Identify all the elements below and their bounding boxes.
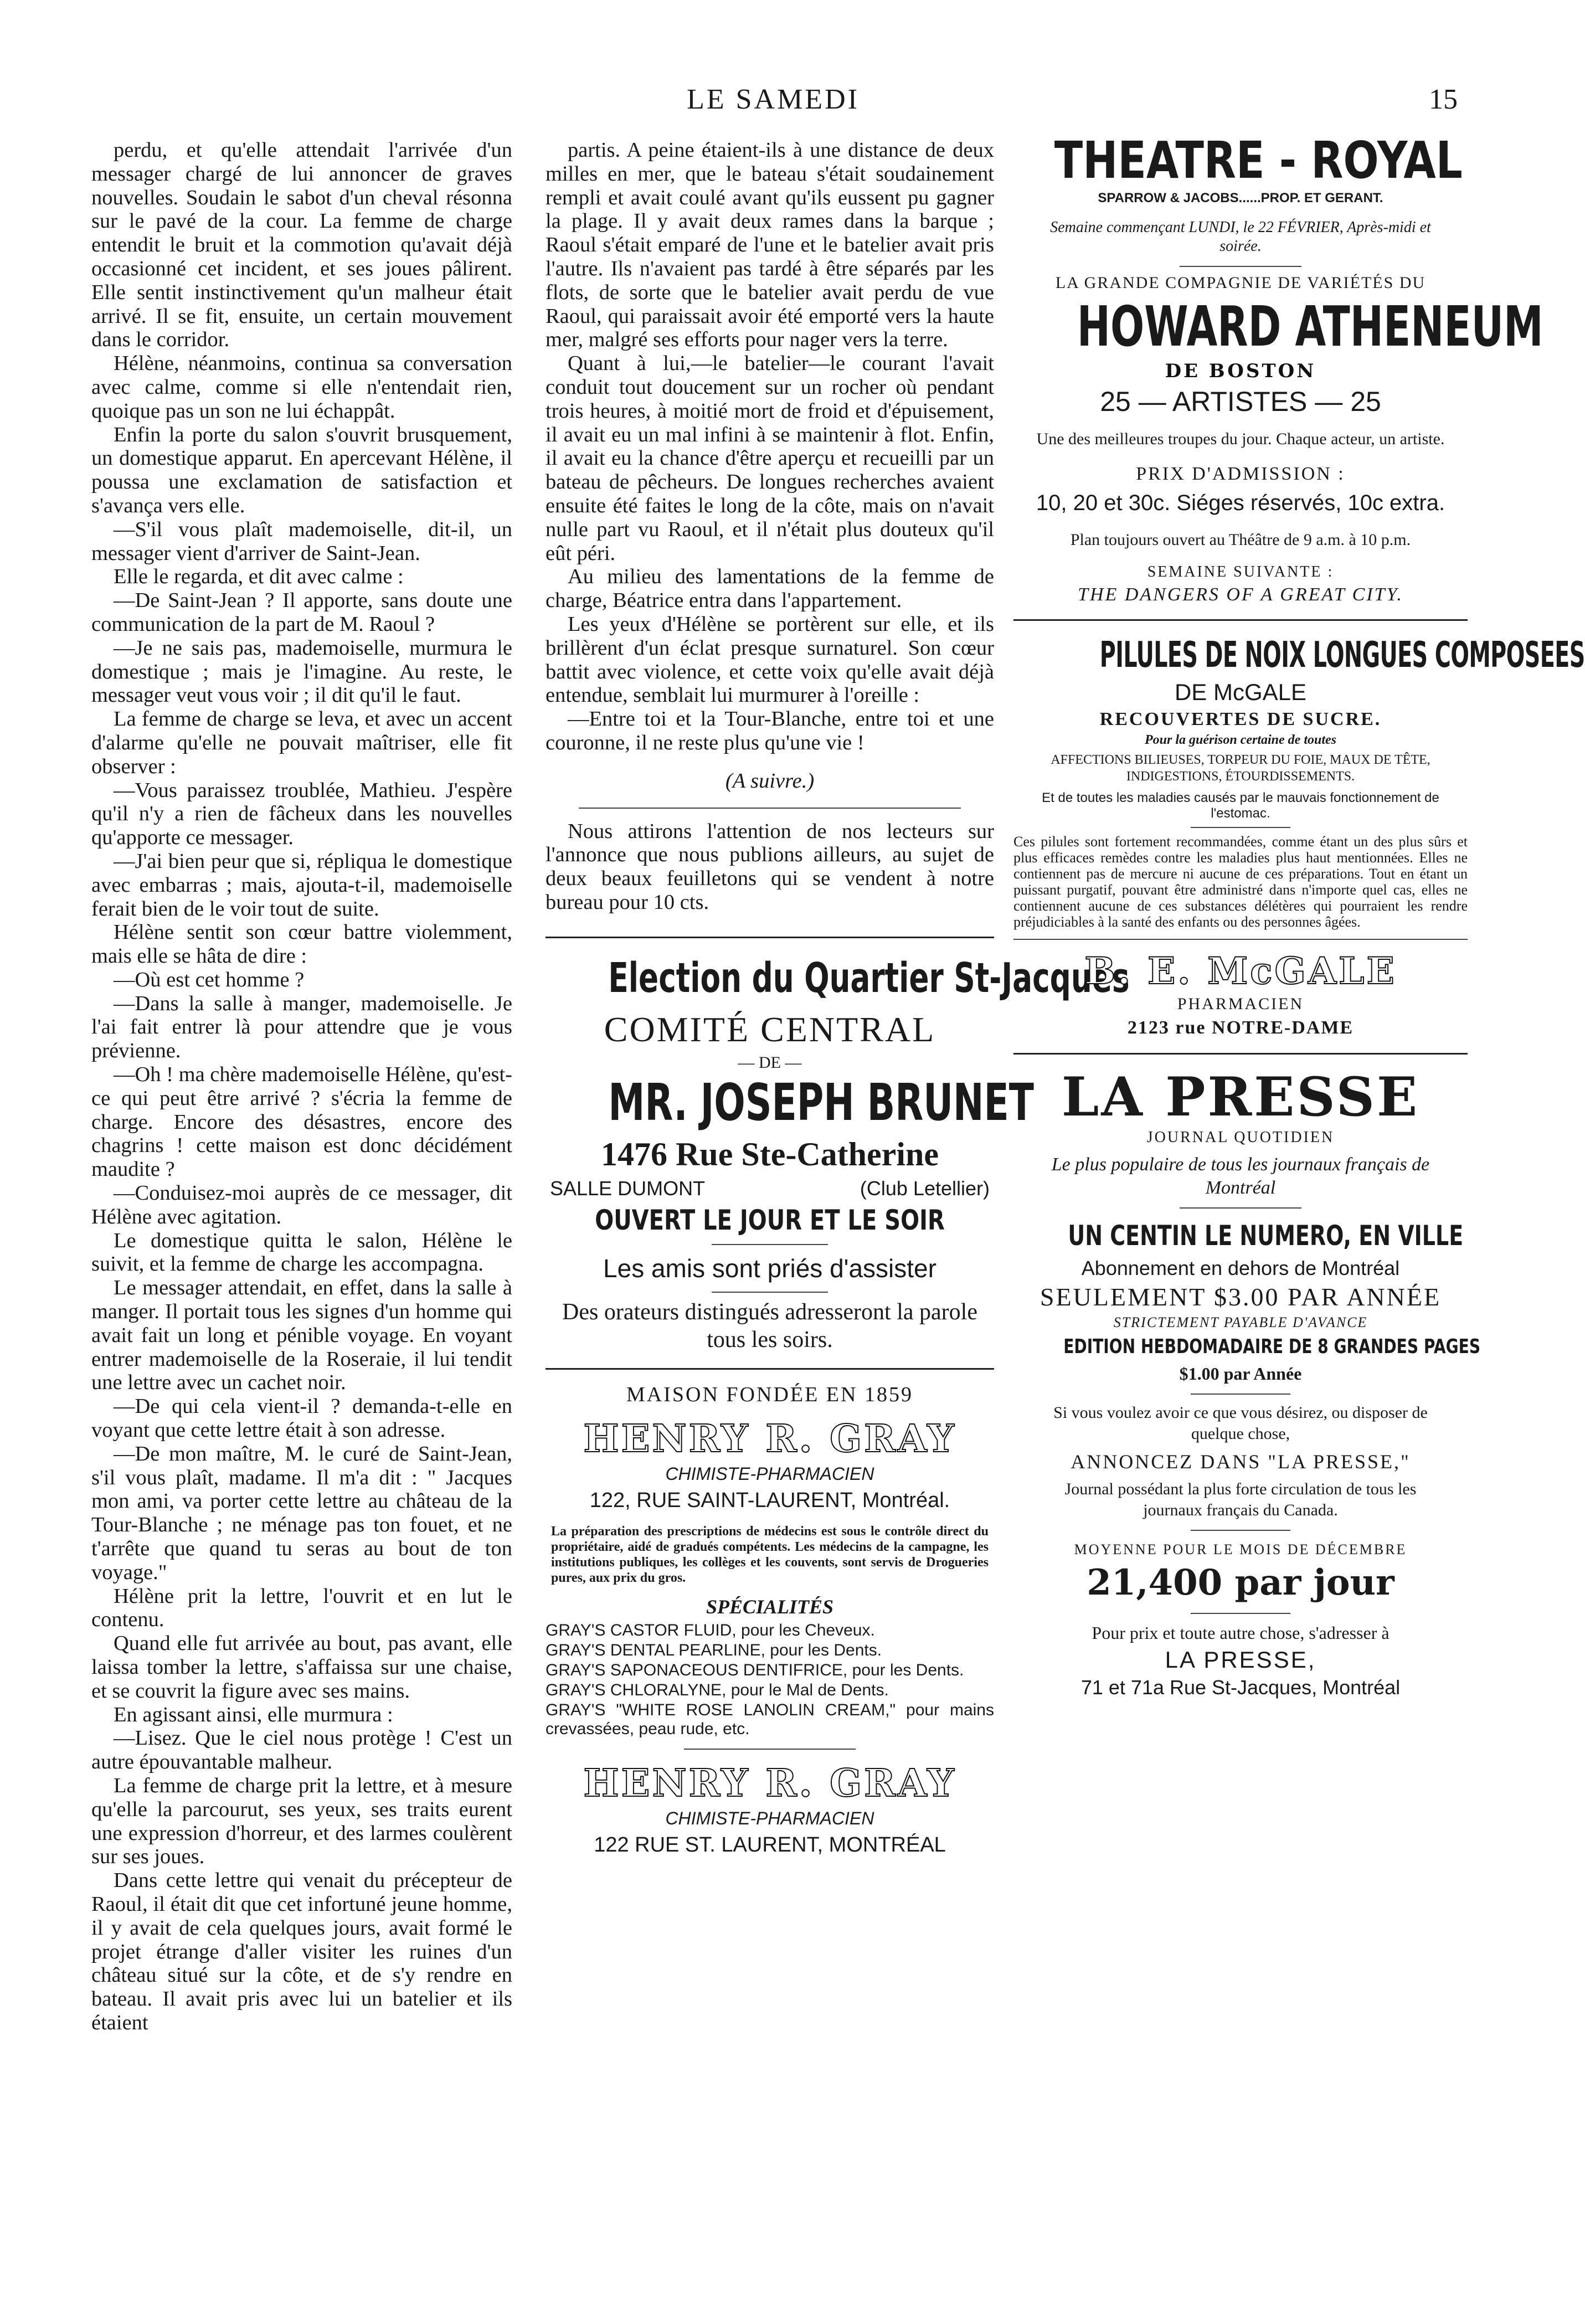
divider — [1180, 1207, 1301, 1209]
story-paragraph: —Oh ! ma chère mademoiselle Hélène, qu'est-ce qui peut être arrivé ? s'écria la femme de charge. Encore des désastres, encore des chagrins ! cette maison est donc décidément maudite ? — [91, 1063, 512, 1181]
presse-announce: ANNONCEZ DANS "LA PRESSE," — [1071, 1451, 1411, 1473]
presse-ad — [1013, 1066, 1481, 1700]
theatre-hours: Plan toujours ouvert au Théâtre de 9 a.m. à 10 p.m. — [1070, 531, 1411, 549]
divider — [579, 808, 961, 809]
theatre-ad — [1013, 131, 1543, 607]
pilules-seller: B. E. McGALE — [1084, 949, 1397, 993]
presse-average: 21,400 par jour — [1087, 1562, 1394, 1603]
page-header — [0, 83, 1546, 116]
gray-founded: MAISON FONDÉE EN 1859 — [626, 1382, 913, 1406]
story-column-1 — [91, 138, 512, 2243]
pilules-stomach: Et de toutes les maladies causés par le mauvais fonctionnement de l'estomac. — [1042, 790, 1439, 821]
story-paragraph: —Conduisez-moi auprès de ce messager, dit Hélène avec agitation. — [91, 1181, 512, 1228]
story-paragraph: En agissant ainsi, elle murmura : — [114, 1703, 393, 1726]
story-paragraph: —S'il vous plaît mademoiselle, dit-il, un messager vient d'arriver de Saint-Jean. — [91, 517, 512, 565]
presse-circulation: Journal possédant la plus forte circulation de tous les journaux français du Canada. — [1064, 1480, 1417, 1519]
story-paragraph: Hélène sentit son cœur battre violemment, mais elle se hâta de dire : — [91, 921, 512, 968]
story-paragraph: La femme de charge se leva, et avec un accent d'alarme qu'elle ne pouvait maîtriser, elle fit observer : — [91, 707, 512, 778]
story-paragraph: partis. A peine étaient-ils à une distance de deux milles en mer, que le bateau s'était soudainement rempli et avait coulé avant qu'ils eussent pu gagner la plage. Il y avait deux rames dans la barque ; Raoul s'était emparé de l'une et le batelier avait pris l'autre. Ils n'avaient pas tardé à être séparés par les flots, de sorte que le batelier avait perdu de vue Raoul, qui paraissait avoir été emporté vers la haute mer, malgré ses efforts pour nager vers la terre. — [546, 138, 994, 352]
reader-notice: Nous attirons l'attention de nos lecteurs sur l'annonce que nous publions ailleurs, au sujet de deux beaux feuilletons qui se vendent à notre bureau pour 10 cts. — [546, 819, 994, 914]
pilules-title: PILULES DE NOIX LONGUES COMPOSEES — [1099, 635, 1585, 676]
presse-contact-name: LA PRESSE, — [1165, 1647, 1316, 1673]
pilules-seller-address: 2123 rue NOTRE-DAME — [1127, 1017, 1354, 1038]
divider — [546, 1368, 994, 1370]
story-paragraph: Dans cette lettre qui venait du précepteur de Raoul, il était dit que cet infortuné jeune homme, il y avait de cela quelques jours, avait formé le projet étrange d'aller visiter les ruines d'un château situé sur la côte, et de s'y rendre en bateau. Il avait pris avec lui un batelier et ils étaient — [91, 1869, 512, 2034]
divider — [1191, 1394, 1290, 1395]
election-de: — DE — — [738, 1053, 802, 1072]
story-paragraph: —Dans la salle à manger, mademoiselle. Je l'ai fait entrer là pour attendre que je vous prévienne. — [91, 991, 512, 1063]
story-paragraphs-2 — [546, 138, 994, 755]
gray-profession-2: CHIMISTE-PHARMACIEN — [665, 1808, 874, 1828]
story-paragraph: Elle le regarda, et dit avec calme : — [114, 565, 404, 589]
presse-pitch: Si vous voulez avoir ce que vous désirez, ou disposer de quelque chose, — [1053, 1403, 1428, 1443]
presse-abonnement: Abonnement en dehors de Montréal — [1081, 1257, 1400, 1279]
gray-specialty-item: GRAY'S SAPONACEOUS DENTIFRICE, pour les Dents. — [546, 1660, 964, 1679]
presse-subtitle: JOURNAL QUOTIDIEN — [1146, 1129, 1335, 1146]
election-candidate: MR. JOSEPH BRUNET — [608, 1072, 1034, 1132]
election-address: 1476 Rue Ste-Catherine — [601, 1135, 939, 1173]
story-paragraph: Enfin la porte du salon s'ouvrit brusquement, un domestique apparut. En apercevant Hélène, il poussa une exclamation de satisfaction et s'avança vers elle. — [91, 423, 512, 517]
divider — [1191, 1530, 1290, 1531]
election-club: (Club Letellier) — [860, 1176, 990, 1200]
gray-specialty-item: GRAY'S "WHITE ROSE LANOLIN CREAM," pour mains crevassées, peau rude, etc. — [546, 1700, 994, 1738]
gray-specialty-item: GRAY'S DENTAL PEARLINE, pour les Dents. — [546, 1641, 882, 1659]
presse-title: LA PRESSE — [1061, 1066, 1420, 1128]
gray-specialties — [546, 1621, 994, 1739]
divider — [1013, 619, 1468, 621]
ads-column-3 — [1013, 131, 1585, 2243]
election-ad — [546, 950, 1130, 1354]
divider — [546, 937, 994, 938]
election-open: OUVERT LE JOUR ET LE SOIR — [595, 1204, 945, 1236]
story-paragraph: —Lisez. Que le ciel nous protège ! C'est un autre épouvantable malheur. — [91, 1726, 512, 1774]
a-suivre: (A suivre.) — [725, 769, 815, 793]
pilules-for: Pour la guérison certaine de toutes — [1144, 733, 1337, 747]
story-paragraph: Le messager attendait, en effet, dans la salle à manger. Il portait tous les signes d'un homme qui avait fait un long et pénible voyage. En voyant entrer mademoiselle de la Roseraie, il lui tendit une lettre avec un cachet noir. — [91, 1276, 512, 1395]
gray-specialties-title: SPÉCIALITÉS — [706, 1595, 834, 1618]
theatre-troupe: HOWARD ATHENEUM — [1077, 294, 1543, 359]
divider — [1191, 1613, 1290, 1614]
story-paragraph: —Où est cet homme ? — [114, 968, 305, 991]
theatre-prices: 10, 20 et 30c. Siéges réservés, 10c extra. — [1036, 491, 1445, 515]
divider — [1013, 939, 1468, 940]
presse-contact: Pour prix et toute autre chose, s'adresser à — [1092, 1623, 1390, 1643]
story-paragraph: —De Saint-Jean ? Il apporte, sans doute une communication de la part de M. Raoul ? — [91, 589, 512, 636]
theatre-week: Semaine commençant LUNDI, le 22 FÉVRIER, Après-midi et soirée. — [1050, 219, 1431, 255]
story-paragraph: perdu, et qu'elle attendait l'arrivée d'un messager chargé de lui annoncer de graves nouvelles. Soudain le sabot d'un cheval résonna sur le pavé de la cour. La femme de charge entendit le bruit et la commotion qu'avait déjà occasionné cet incident, et ses joues pâlirent. Elle sentit instinctivement qu'un malheur était arrivé. Il se fit, ensuite, un certain mouvement dans le corridor. — [91, 138, 512, 352]
presse-price: UN CENTIN LE NUMERO, EN VILLE — [1068, 1220, 1464, 1252]
pilules-coated: RECOUVERTES DE SUCRE. — [1099, 709, 1382, 729]
pilules-brand: DE McGALE — [1174, 679, 1307, 705]
election-invite: Les amis sont priés d'assister — [603, 1253, 936, 1283]
presse-contact-address: 71 et 71a Rue St-Jacques, Montréal — [1080, 1676, 1401, 1699]
story-column-2 — [546, 138, 1130, 2243]
pilules-ad — [1013, 633, 1585, 1041]
election-hall: SALLE DUMONT — [550, 1176, 706, 1200]
divider — [1191, 827, 1290, 828]
gray-address: 122, RUE SAINT-LAURENT, Montréal. — [589, 1488, 950, 1512]
story-paragraph: Les yeux d'Hélène se portèrent sur elle, et ils brillèrent d'un éclat presque surnaturel. Son cœur battit avec violence, et cette voix qu'elle avait déjà entendue, semblait lui murmurer à l'oreille : — [546, 612, 994, 707]
theatre-owners: SPARROW & JACOBS......PROP. ET GERANT. — [1098, 191, 1383, 205]
divider — [684, 1749, 856, 1750]
story-paragraph: —Entre toi et la Tour-Blanche, entre toi et une couronne, il ne reste plus qu'une vie ! — [546, 707, 994, 754]
theatre-title: THEATRE - ROYAL — [1054, 131, 1463, 190]
theatre-desc: Une des meilleures troupes du jour. Chaque acteur, un artiste. — [1036, 430, 1445, 448]
divider — [712, 1292, 828, 1293]
story-paragraph: Hélène, néanmoins, continua sa conversation avec calme, comme si elle n'entendait rien, quoique pas un son ne lui échappât. — [91, 352, 512, 423]
story-paragraph: Quand elle fut arrivée au bout, pas avant, elle laissa tomber la lettre, s'affaissa sur une chaise, et se couvrit la figure avec ses mains. — [91, 1632, 512, 1703]
theatre-company: LA GRANDE COMPAGNIE DE VARIÉTÉS DU — [1055, 274, 1426, 292]
theatre-next-show: THE DANGERS OF A GREAT CITY. — [1078, 584, 1403, 605]
presse-weekly: EDITION HEBDOMADAIRE DE 8 GRANDES PAGES — [1063, 1335, 1481, 1358]
story-paragraphs-1 — [91, 138, 512, 2035]
gray-ad — [546, 1382, 994, 1860]
election-speakers: Des orateurs distingués adresseront la parole tous les soirs. — [562, 1299, 977, 1353]
story-paragraph: —De mon maître, M. le curé de Saint-Jean, s'il vous plaît, madame. Il m'a dit : " Jacques mon ami, va porter cette lettre au château de la Tour-Blanche ; ne ménage pas ton fouet, et ne t'arrête que quand tu seras au bout de ton voyage." — [91, 1442, 512, 1584]
story-paragraph: La femme de charge prit la lettre, et à mesure qu'elle la parcourut, ses yeux, ses traits eurent une expression d'horreur, et des larmes coulèrent sur ses joues. — [91, 1773, 512, 1869]
divider — [1180, 266, 1301, 267]
theatre-city: DE BOSTON — [1165, 360, 1316, 382]
story-paragraph: Le domestique quitta le salon, Hélène le suivit, et la femme de charge les accompagna. — [91, 1228, 512, 1276]
presse-weekly-price: $1.00 par Année — [1179, 1364, 1302, 1384]
theatre-admission-label: PRIX D'ADMISSION : — [1136, 464, 1345, 484]
presse-seulement: SEULEMENT $3.00 PAR ANNÉE — [1039, 1283, 1442, 1311]
gray-address-2: 122 RUE ST. LAURENT, MONTRÉAL — [594, 1833, 946, 1857]
masthead: LE SAMEDI — [687, 84, 860, 115]
gray-specialty-item: GRAY'S CASTOR FLUID, pour les Cheveux. — [546, 1621, 875, 1639]
story-paragraph: Quant à lui,—le batelier—le courant l'avait conduit tout doucement sur un rocher où pendant trois heures, à moitié mort de froid et d'épuisement, il avait eu un mal infini à se maintenir à flot. Enfin, il avait eu la chance d'être aperçu et recueilli par un bateau de pêcheurs. De longues recherches avaient ensuite été faites le long de la côte, mais on n'avait nulle part vu Raoul, et il n'était plus douteux qu'il eût péri. — [546, 352, 994, 565]
divider — [1013, 1053, 1468, 1055]
page-number: 15 — [1429, 84, 1458, 115]
presse-advance: STRICTEMENT PAYABLE D'AVANCE — [1113, 1314, 1368, 1330]
theatre-next-label: SEMAINE SUIVANTE : — [1147, 563, 1334, 580]
pilules-body: Ces pilules sont fortement recommandées, comme étant un des plus sûrs et plus efficaces remèdes contre les maladies plus haut mentionnées. Elles ne contiennent pas de mercure ni aucune de ces préparations. Tout en étant un puissant purgatif, pouvant être administré dans n'importe quel cas, elles ne contiennent aucune de ces substances délétères qui pourraient les rendre préjudiciables à la santé des enfants ou des personnes âgées. — [1013, 834, 1468, 930]
presse-slogan: Le plus populaire de tous les journaux français de Montréal — [1051, 1154, 1430, 1198]
gray-profession: CHIMISTE-PHARMACIEN — [665, 1463, 874, 1484]
theatre-artists: 25 — ARTISTES — 25 — [1100, 386, 1381, 417]
gray-logo-2: HENRY R. GRAY — [583, 1761, 956, 1806]
story-paragraph: —J'ai bien peur que si, répliqua le domestique avec embarras ; mais, ajouta-t-il, mademoiselle ferait bien de le voir tout de suite. — [91, 849, 512, 921]
election-title: Election du Quartier St-Jacques — [608, 954, 1130, 1002]
pilules-ailments: AFFECTIONS BILIEUSES, TORPEUR DU FOIE, MAUX DE TÊTE, INDIGESTIONS, ÉTOURDISSEMENTS. — [1051, 753, 1430, 784]
story-paragraph: Au milieu des lamentations de la femme de charge, Béatrice entra dans l'appartement. — [546, 565, 994, 613]
story-paragraph: —De qui cela vient-il ? demanda-t-elle en voyant que cette lettre était à son adresse. — [91, 1395, 512, 1442]
story-paragraph: —Je ne sais pas, mademoiselle, murmura le domestique ; mais je l'imagine. Au reste, le messager veut vous voir ; il dit qu'il le faut. — [91, 636, 512, 707]
presse-average-label: MOYENNE POUR LE MOIS DE DÉCEMBRE — [1074, 1541, 1407, 1557]
pilules-seller-role: PHARMACIEN — [1177, 995, 1304, 1013]
gray-blurb: La préparation des prescriptions de médecins est sous le contrôle direct du propriétaire, aidé de gradués compétents. Les médecins de la campagne, les institutions publiques, les collèges et les couvents, sont servis de Drogueries pures, aux prix du gros. — [551, 1524, 989, 1585]
gray-specialty-item: GRAY'S CHLORALYNE, pour le Mal de Dents. — [546, 1680, 889, 1699]
story-paragraph: Hélène prit la lettre, l'ouvrit et en lut le contenu. — [91, 1584, 512, 1632]
divider — [712, 1244, 828, 1245]
election-committee: COMITÉ CENTRAL — [604, 1009, 936, 1049]
story-paragraph: —Vous paraissez troublée, Mathieu. J'espère qu'il n'y a rien de fâcheux dans les nouvelles qu'apporte ce messager. — [91, 778, 512, 850]
gray-logo: HENRY R. GRAY — [583, 1416, 956, 1461]
election-hall-row — [546, 1175, 994, 1202]
